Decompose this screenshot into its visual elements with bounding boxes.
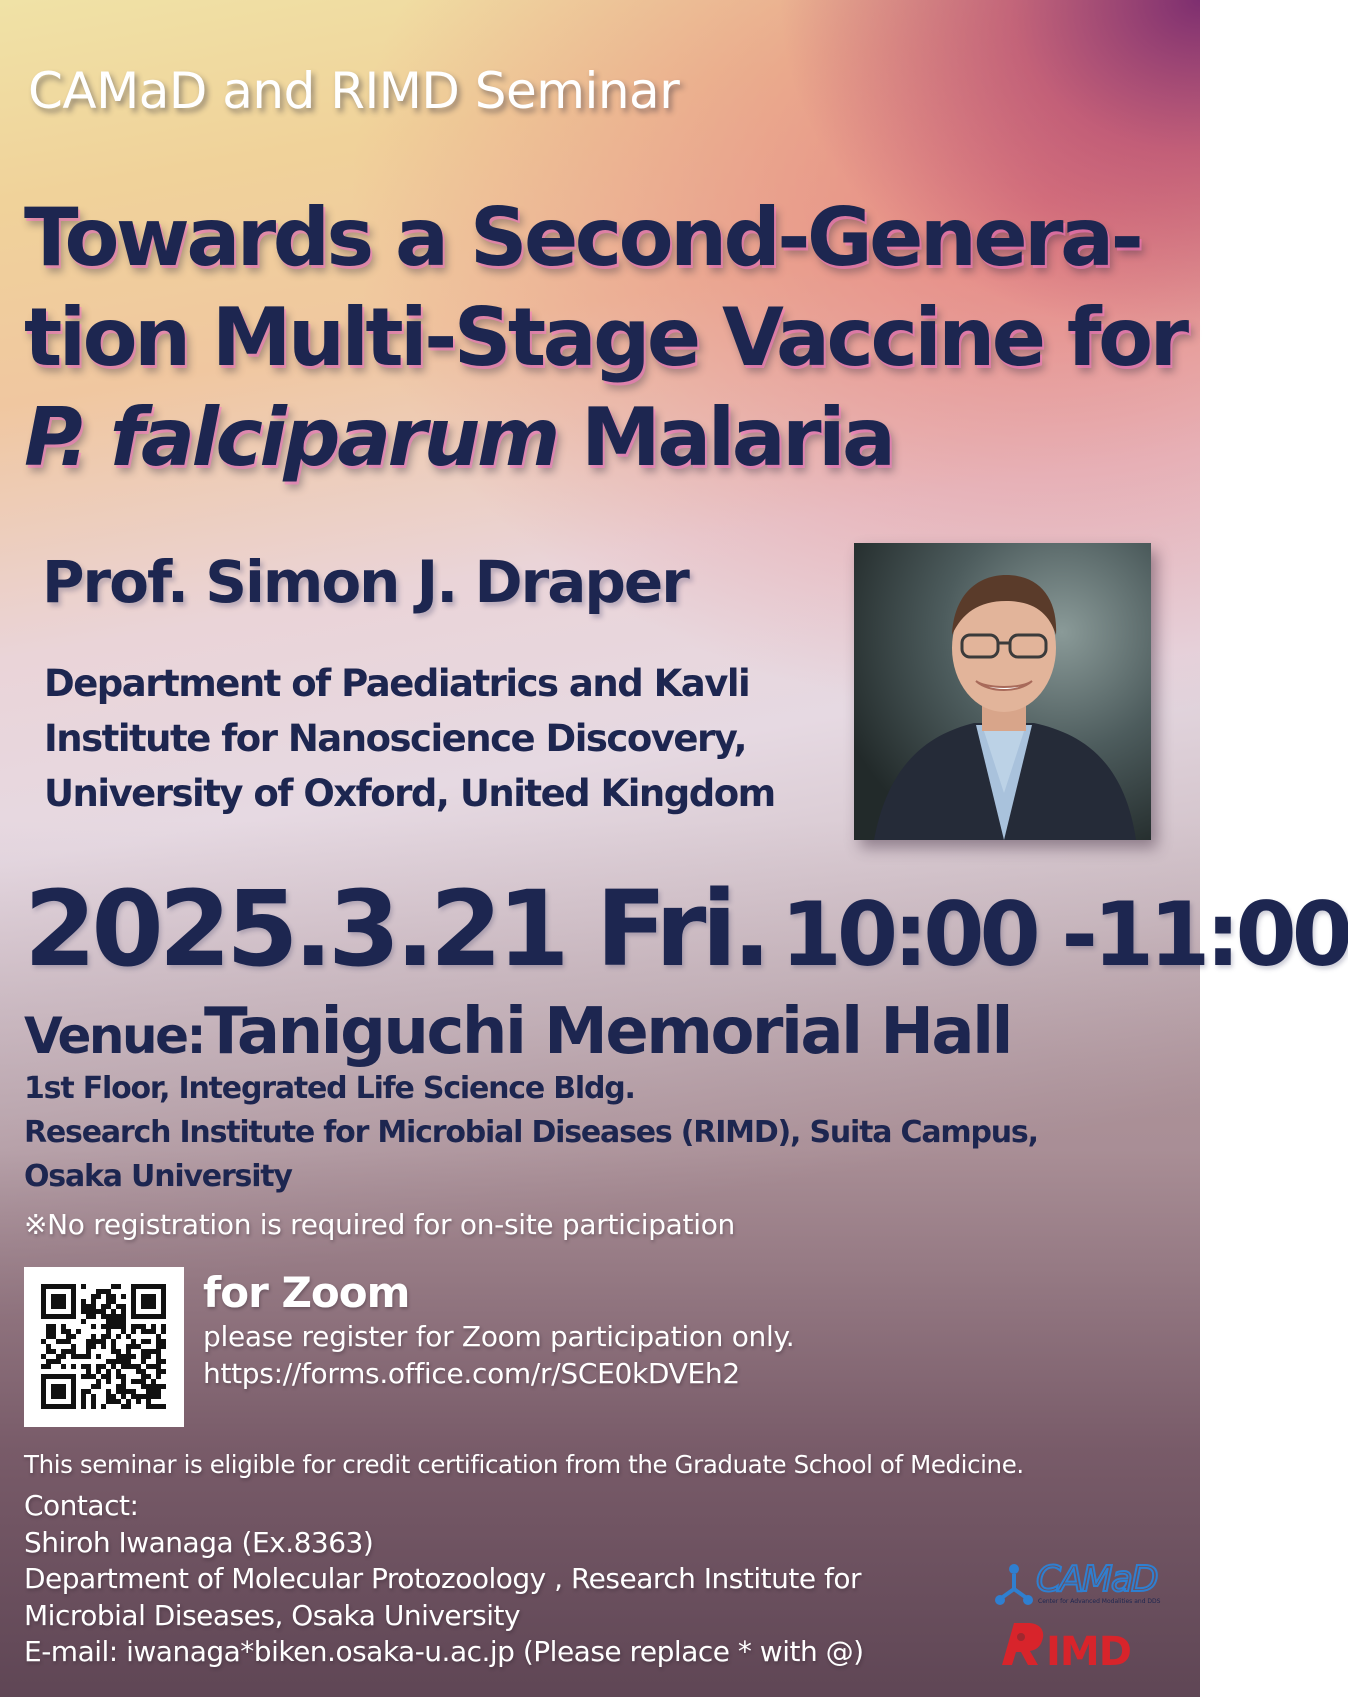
venue-name: Taniguchi Memorial Hall: [203, 995, 1011, 1069]
qr-code-icon: [24, 1267, 184, 1427]
title-line-3: [24, 388, 1184, 488]
zoom-qr-code[interactable]: [24, 1267, 184, 1427]
affiliation-line: Institute for Nanoscience Discovery,: [44, 717, 747, 760]
address-line: Research Institute for Microbial Diseases (RIMD), Suita Campus,: [24, 1115, 1038, 1150]
title-line-3-rest: Malaria: [556, 391, 893, 484]
speaker-name: Prof. Simon J. Draper: [42, 548, 688, 616]
svg-text:CAMaD: CAMaD: [1036, 1559, 1157, 1600]
address-line: Osaka University: [24, 1159, 292, 1194]
event-time: 10:00 -11:00: [780, 883, 1348, 986]
zoom-heading: for Zoom: [203, 1268, 410, 1317]
affiliation-line: Department of Paediatrics and Kavli: [44, 662, 750, 705]
event-datetime: [24, 868, 1348, 990]
seminar-title: [24, 188, 1184, 488]
venue-label: Venue:: [24, 1007, 204, 1065]
camad-logo-icon: [994, 1555, 1174, 1613]
title-species-italic: P. falciparum: [24, 391, 557, 484]
venue: [24, 995, 1011, 1069]
rimd-logo: [994, 1615, 1154, 1675]
address-line: 1st Floor, Integrated Life Science Bldg.: [24, 1071, 635, 1106]
camad-logo: [994, 1555, 1174, 1613]
rimd-logo-icon: [994, 1615, 1154, 1675]
contact-heading: Contact:: [24, 1489, 139, 1522]
speaker-photo: [854, 543, 1151, 840]
venue-address: [24, 1067, 1038, 1199]
title-line-1: Towards a Second-Genera-: [24, 191, 1141, 284]
series-title: CAMaD and RIMD Seminar: [28, 62, 680, 120]
svg-text:Center for Advanced Modalities: Center for Advanced Modalities and DDS: [1038, 1598, 1161, 1605]
credit-note: This seminar is eligible for credit certification from the Graduate School of Medicine.: [24, 1450, 1024, 1479]
contact-line: Shiroh Iwanaga (Ex.8363): [24, 1525, 374, 1559]
contact-line: Microbial Diseases, Osaka University: [24, 1598, 521, 1632]
affiliation-line: University of Oxford, United Kingdom: [44, 772, 775, 815]
zoom-note: please register for Zoom participation only.: [203, 1320, 795, 1353]
svg-text:IMD: IMD: [1046, 1629, 1131, 1675]
event-date: 2025.3.21 Fri.: [24, 868, 767, 990]
title-line-2: tion Multi-Stage Vaccine for: [24, 291, 1186, 384]
contact-line: Department of Molecular Protozoology , Research Institute for: [24, 1562, 861, 1595]
contact-email[interactable]: E-mail: iwanaga*biken.osaka-u.ac.jp (Please replace * with @): [24, 1635, 864, 1668]
contact-block: [24, 1488, 864, 1671]
speaker-affiliation: [44, 656, 804, 821]
onsite-note: ※No registration is required for on-site participation: [24, 1208, 735, 1241]
speaker-portrait-illustration: [854, 543, 1151, 840]
zoom-registration-link[interactable]: https://forms.office.com/r/SCE0kDVEh2: [203, 1357, 740, 1390]
